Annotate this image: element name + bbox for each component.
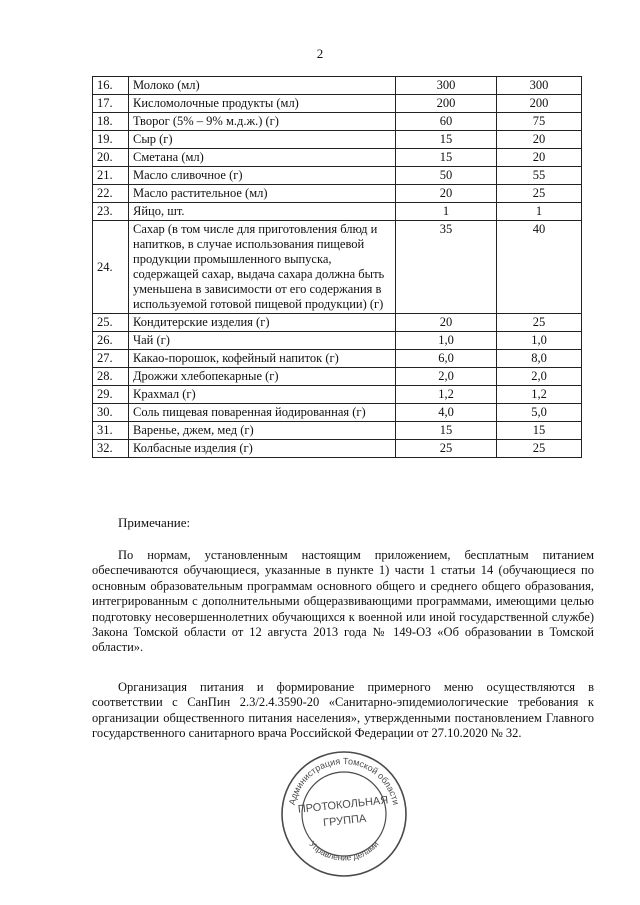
cell-v1: 300 [396, 77, 497, 95]
cell-v1: 1,2 [396, 386, 497, 404]
cell-num: 16. [93, 77, 129, 95]
page-number: 2 [316, 46, 324, 61]
cell-num: 21. [93, 167, 129, 185]
stamp-center-line-2: ГРУППА [322, 812, 367, 830]
note-paragraph-1: По нормам, установленным настоящим приложением, бесплатным питанием обеспечиваются обучающиеся, указанные в пункте 1) части 1 статьи 14 (обучающиеся по основным образовательным программам основного общего и среднего общего образования, интегрированным с дополнительными общеразвивающими программами, имеющими целью подготовку несовершеннолетних обучающихся к военной или иной государственной службе) Закона Томской области от 12 августа 2013 года № 149-ОЗ «Об образовании в Томской области». [92, 548, 594, 655]
cell-num: 17. [93, 95, 129, 113]
table-row [93, 113, 582, 131]
cell-num: 28. [93, 368, 129, 386]
table-row [93, 77, 582, 95]
table-row [93, 404, 582, 422]
cell-v1: 20 [396, 185, 497, 203]
cell-name: Масло сливочное (г) [129, 167, 396, 185]
cell-num: 29. [93, 386, 129, 404]
cell-v1: 6,0 [396, 350, 497, 368]
table-row [93, 95, 582, 113]
cell-v1: 1,0 [396, 332, 497, 350]
cell-num: 32. [93, 440, 129, 458]
stamp-outer-text: Администрация Томской области [286, 755, 402, 806]
table-row [93, 203, 582, 221]
table-row [93, 350, 582, 368]
cell-num: 30. [93, 404, 129, 422]
cell-name: Яйцо, шт. [129, 203, 396, 221]
cell-name: Молоко (мл) [129, 77, 396, 95]
cell-v1: 15 [396, 422, 497, 440]
cell-v1: 1 [396, 203, 497, 221]
cell-num: 20. [93, 149, 129, 167]
cell-v1: 25 [396, 440, 497, 458]
food-norms-table [92, 76, 582, 458]
cell-name: Крахмал (г) [129, 386, 396, 404]
table-row [93, 422, 582, 440]
cell-v2: 55 [497, 167, 582, 185]
cell-name: Дрожжи хлебопекарные (г) [129, 368, 396, 386]
table-row [93, 221, 582, 314]
cell-v2: 25 [497, 314, 582, 332]
table-body [93, 77, 582, 458]
cell-v1: 20 [396, 314, 497, 332]
protocol-group-stamp [278, 748, 410, 880]
cell-v2: 1,0 [497, 332, 582, 350]
cell-num: 26. [93, 332, 129, 350]
cell-v2: 5,0 [497, 404, 582, 422]
cell-v2: 40 [497, 221, 582, 314]
cell-v1: 15 [396, 149, 497, 167]
cell-num: 23. [93, 203, 129, 221]
cell-num: 31. [93, 422, 129, 440]
cell-name: Творог (5% – 9% м.д.ж.) (г) [129, 113, 396, 131]
cell-v1: 50 [396, 167, 497, 185]
cell-name: Масло растительное (мл) [129, 185, 396, 203]
cell-v1: 2,0 [396, 368, 497, 386]
cell-name: Сахар (в том числе для приготовления блюд и напитков, в случае использования пищевой продукции промышленного выпуска, содержащей сахар, выдача сахара должна быть уменьшена в зависимости от его содержания в используемой готовой пищевой продукции) (г) [129, 221, 396, 314]
cell-name: Сметана (мл) [129, 149, 396, 167]
cell-v2: 25 [497, 440, 582, 458]
cell-v2: 1,2 [497, 386, 582, 404]
stamp-center-line-1: ПРОТОКОЛЬНАЯ [297, 794, 389, 816]
cell-v1: 4,0 [396, 404, 497, 422]
table-row [93, 368, 582, 386]
cell-name: Кисломолочные продукты (мл) [129, 95, 396, 113]
cell-num: 22. [93, 185, 129, 203]
cell-v2: 1 [497, 203, 582, 221]
cell-name: Какао-порошок, кофейный напиток (г) [129, 350, 396, 368]
cell-v2: 200 [497, 95, 582, 113]
table-row [93, 314, 582, 332]
cell-name: Кондитерские изделия (г) [129, 314, 396, 332]
cell-v1: 35 [396, 221, 497, 314]
stamp-bottom-text: Управление делами [307, 838, 381, 863]
cell-v2: 2,0 [497, 368, 582, 386]
table-row [93, 149, 582, 167]
cell-name: Чай (г) [129, 332, 396, 350]
cell-v1: 60 [396, 113, 497, 131]
cell-v1: 200 [396, 95, 497, 113]
table-row [93, 185, 582, 203]
cell-v2: 25 [497, 185, 582, 203]
table-row [93, 386, 582, 404]
cell-name: Сыр (г) [129, 131, 396, 149]
cell-num: 27. [93, 350, 129, 368]
cell-num: 18. [93, 113, 129, 131]
table-row [93, 332, 582, 350]
cell-v2: 8,0 [497, 350, 582, 368]
cell-v2: 15 [497, 422, 582, 440]
table-row [93, 440, 582, 458]
cell-name: Колбасные изделия (г) [129, 440, 396, 458]
cell-v2: 20 [497, 131, 582, 149]
cell-v2: 75 [497, 113, 582, 131]
cell-v1: 15 [396, 131, 497, 149]
cell-num: 25. [93, 314, 129, 332]
cell-name: Варенье, джем, мед (г) [129, 422, 396, 440]
note-paragraph-2: Организация питания и формирование примерного меню осуществляются в соответствии с СанПин 2.3/2.4.3590-20 «Санитарно-эпидемиологические требования к организации общественного питания населения», утвержденными постановлением Главного государственного санитарного врача Российской Федерации от 27.10.2020 № 32. [92, 680, 594, 741]
table-row [93, 167, 582, 185]
cell-name: Соль пищевая поваренная йодированная (г) [129, 404, 396, 422]
table-row [93, 131, 582, 149]
cell-v2: 20 [497, 149, 582, 167]
cell-num: 24. [93, 221, 129, 314]
cell-v2: 300 [497, 77, 582, 95]
cell-num: 19. [93, 131, 129, 149]
note-title: Примечание: [118, 515, 191, 530]
